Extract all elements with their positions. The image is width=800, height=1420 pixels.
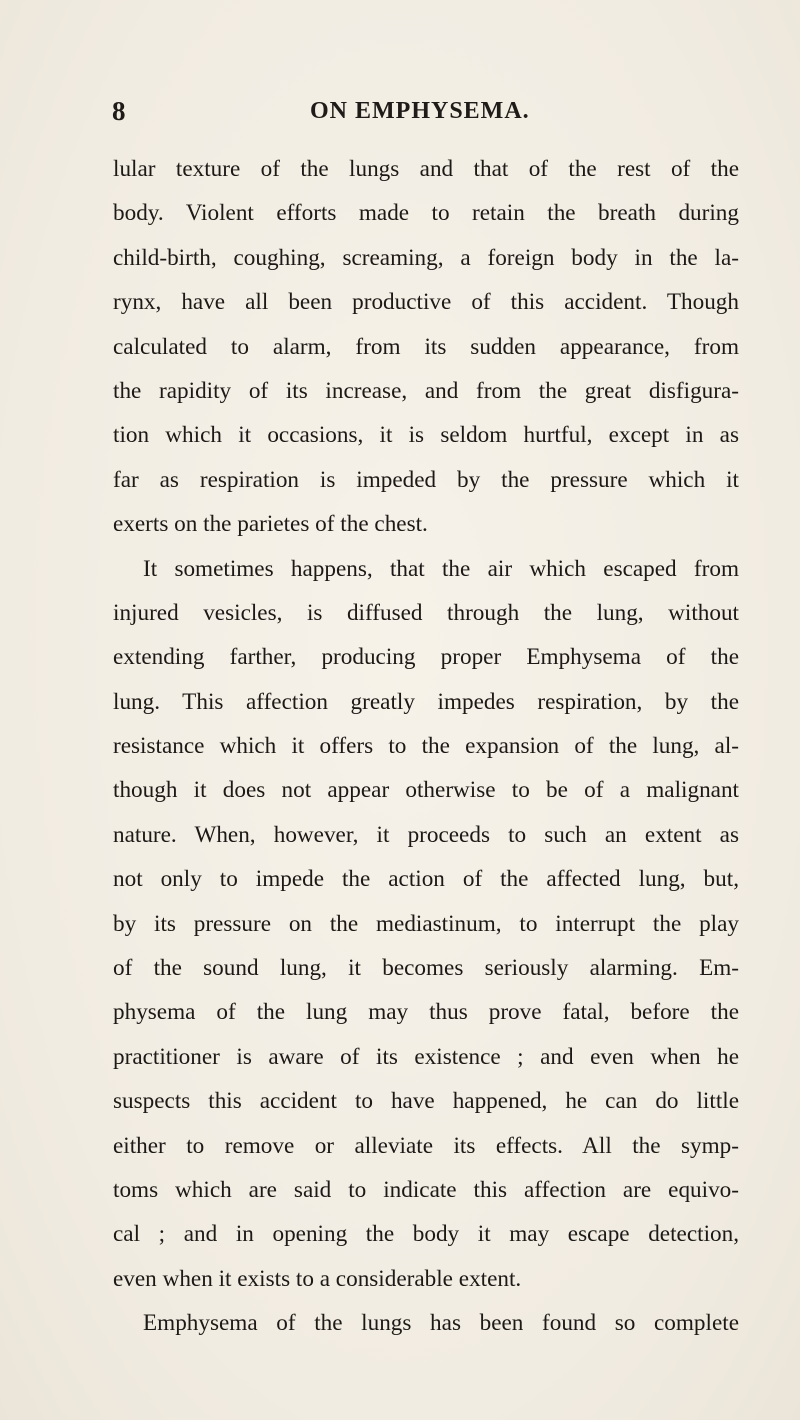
page-header: [112, 96, 712, 136]
text-line: extending farther, producing proper Emphysema of the: [113, 644, 739, 671]
text-line: It sometimes happens, that the air which escaped from: [143, 555, 739, 582]
text-line: the rapidity of its increase, and from the great disfigura-: [113, 377, 739, 404]
page-number: 8: [112, 96, 126, 126]
running-head: ON EMPHYSEMA.: [310, 98, 530, 124]
text-line: either to remove or alleviate its effects. All the symp-: [113, 1132, 739, 1159]
body-text: [113, 147, 739, 1346]
text-line: lular texture of the lungs and that of the rest of the: [113, 156, 739, 182]
text-line: cal ; and in opening the body it may escape detection,: [113, 1221, 739, 1248]
text-line: tion which it occasions, it is seldom hurtful, except in as: [113, 422, 739, 449]
text-line: though it does not appear otherwise to be of a malignant: [113, 777, 739, 804]
text-line: far as respiration is impeded by the pressure which it: [113, 466, 739, 493]
text-line: by its pressure on the mediastinum, to interrupt the play: [113, 910, 739, 937]
text-line: child-birth, coughing, screaming, a foreign body in the la-: [113, 244, 739, 271]
text-line: physema of the lung may thus prove fatal, before the: [113, 999, 739, 1026]
text-line: body. Violent efforts made to retain the breath during: [113, 200, 739, 227]
text-line: calculated to alarm, from its sudden appearance, from: [113, 333, 739, 360]
text-line: lung. This affection greatly impedes respiration, by the: [113, 688, 739, 715]
text-line: injured vesicles, is diffused through the lung, without: [113, 599, 739, 626]
text-line: of the sound lung, it becomes seriously alarming. Em-: [113, 955, 739, 982]
text-line: suspects this accident to have happened, he can do little: [113, 1088, 739, 1115]
text-line: rynx, have all been productive of this accident. Though: [113, 289, 739, 316]
text-line: nature. When, however, it proceeds to such an extent as: [113, 821, 739, 848]
text-line: exerts on the parietes of the chest.: [113, 511, 428, 538]
text-line: even when it exists to a considerable extent.: [113, 1265, 522, 1292]
text-line: not only to impede the action of the affected lung, but,: [113, 866, 739, 893]
text-line: toms which are said to indicate this affection are equivo-: [113, 1176, 739, 1203]
text-line: Emphysema of the lungs has been found so complete: [143, 1310, 739, 1337]
text-line: resistance which it offers to the expansion of the lung, al-: [113, 733, 739, 760]
text-line: practitioner is aware of its existence ; and even when he: [113, 1043, 739, 1070]
